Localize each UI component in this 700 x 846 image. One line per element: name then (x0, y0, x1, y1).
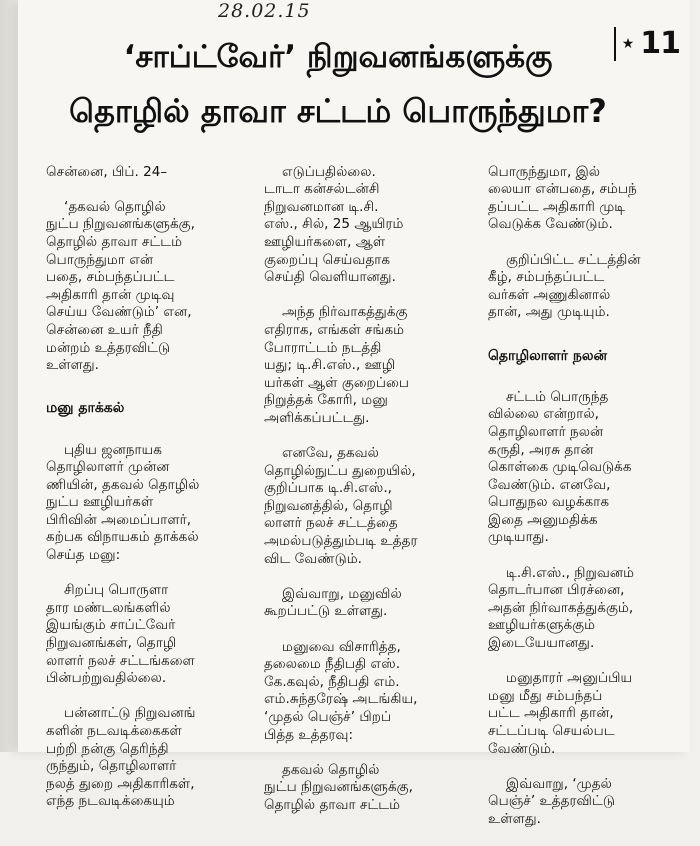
paragraph: சிறப்பு பொருளா தார மண்டலங்களில் இயங்கும் சாப்ட்வேர் நிறுவனங்கள், தொழி லாளர் நலச் சட்டங்களை பின்பற்றுவதில்லை. (46, 582, 195, 687)
paragraph: எடுப்பதில்லை. டாடா கன்சல்டன்சி நிறுவனமான டி.சி. எஸ்., சில், 25 ஆயிரம் ஊழியர்களை, ஆள் குறைப்பு செய்வதாக செய்தி வெளியானது. (264, 163, 404, 286)
paragraph: இவ்வாறு, ‘முதல் பெஞ்ச்’ உத்தரவிட்டு உள்ளது. (488, 775, 615, 827)
paragraph: தகவல் தொழில் நுட்ப நிறுவனங்களுக்கு, தொழில் தாவா சட்டம் (264, 761, 413, 813)
newspaper-clipping (18, 0, 690, 827)
paragraph: பொருந்துமா, இல் லையா என்பதை, சம்பந் தப்பட்ட அதிகாரி முடி வெடுக்க வேண்டும். (488, 163, 637, 233)
paragraph: டி.சி.எஸ்., நிறுவனம் தொடர்பான பிரச்னை, அதன் நிர்வாகத்துக்கும், ஊழியர்களுக்கும் இடையேயானது. (488, 564, 635, 652)
paragraph: ‘தகவல் தொழில் நுட்ப நிறுவனங்களுக்கு, தொழில் தாவா சட்டம் பொருந்துமா என் பதை, சம்பந்தப்பட்ட அதிகாரி தான் முடிவு செய்ய வேண்டும்’ என, சென்னை உயர் நீதி மன்றம் உத்தரவிட்டு உள்ளது. (46, 198, 195, 374)
headline (58, 30, 618, 138)
subheading: மனு தாக்கல் (46, 400, 125, 417)
page-marker (614, 26, 680, 61)
article-column-3 (488, 146, 700, 846)
page-number: 11 (640, 26, 680, 61)
subheading: தொழிலாளர் நலன் (488, 347, 608, 364)
paragraph: இவ்வாறு, மனுவில் கூறப்பட்டு உள்ளது. (264, 585, 402, 620)
paragraph: குறிப்பிட்ட சட்டத்தின் கீழ், சம்பந்தப்பட்ட வர்கள் அணுகினால் தான், அது முடியும். (488, 251, 641, 321)
paragraph: மனுவை விசாரித்த, தலைமை நீதிபதி எஸ். கே.கவுல், நீதிபதி எம். எம்.சுந்தரேஷ் அடங்கிய, ‘முதல் பெஞ்ச்’ பிறப் பித்த உத்தரவு: (264, 638, 418, 743)
headline-line-1: ‘சாப்ட்வேர்’ நிறுவனங்களுக்கு (123, 39, 553, 75)
headline-line-2: தொழில் தாவா சட்டம் பொருந்துமா? (69, 92, 607, 130)
handwritten-date: 28.02.15 (218, 0, 311, 22)
paragraph: மனுதாரர் அனுப்பிய மனு மீது சம்பந்தப் பட்ட அதிகாரி தான், சட்டப்படி செயல்பட வேண்டும். (488, 670, 633, 757)
article-column-1 (46, 146, 260, 829)
paragraph: சட்டம் பொருந்த வில்லை என்றால், தொழிலாளர் நலன் கருதி, அரசு தான் கொள்கை முடிவெடுக்க வேண்டும். எனவே, பொதுநல வழக்காக இதை அனுமதிக்க முடியாது. (488, 388, 632, 546)
paragraph: எனவே, தகவல் தொழில்நுட்ப துறையில், குறிப்பாக டி.சி.எஸ்., நிறுவனத்தில், தொழி லாளர் நலச் சட்டத்தை அமல்படுத்தும்படி உத்தர விட வேண்டும். (264, 445, 418, 567)
star-icon: ★ (621, 35, 635, 52)
paragraph: புதிய ஜனநாயக தொழிலாளர் முன்ன ணியின், தகவல் தொழில் நுட்ப ஊழியர்கள் பிரிவின் அமைப்பாளர், கற்பக விநாயகம் தாக்கல் செய்த மனு: (46, 441, 200, 564)
paragraph: பன்னாட்டு நிறுவனங் களின் நடவடிக்கைகள் பற்றி நன்கு தெரிந்தி ருந்தும், தொழிலாளர் நலத் துறை அதிகாரிகள், எந்த நடவடிக்கையும் (46, 705, 196, 810)
paragraph: அந்த நிர்வாகத்துக்கு எதிராக, எங்கள் சங்கம் போராட்டம் நடத்தி யது; டி.சி.எஸ்., ஊழி யர்கள் ஆள் குறைப்பை நிறுத்தக் கோரி, மனு அளிக்கப்பட்டது. (264, 304, 410, 426)
dateline: சென்னை, பிப். 24– (46, 163, 168, 180)
article-column-2 (264, 146, 486, 832)
